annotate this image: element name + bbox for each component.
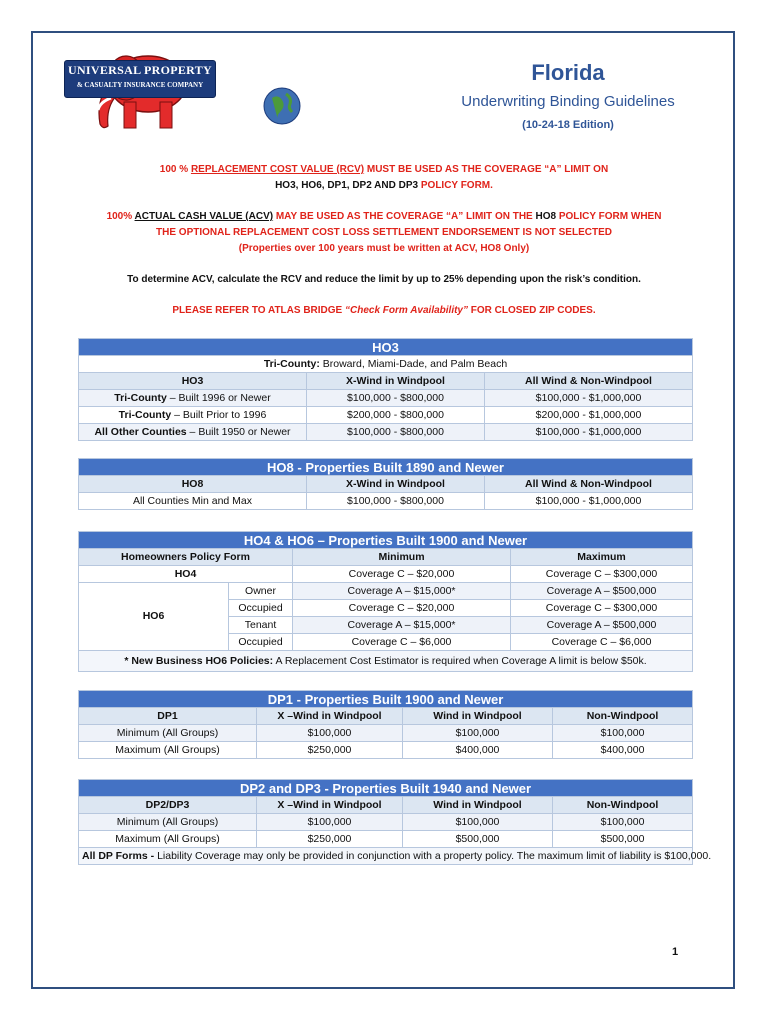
table-row — [79, 493, 693, 510]
table-cell: $100,000 — [257, 814, 403, 831]
dp2-dp3-table — [78, 779, 712, 865]
table-cell: All Counties Min and Max — [79, 493, 307, 510]
table-header: All Wind & Non-Windpool — [485, 373, 693, 390]
rcv-suffix: POLICY FORM. — [418, 180, 493, 191]
table-cell: $400,000 — [553, 742, 693, 759]
table-row — [79, 814, 693, 831]
table-cell: Coverage C – $300,000 — [511, 566, 693, 583]
company-logo — [68, 46, 306, 136]
rcv-prefix: 100 % — [159, 164, 191, 175]
table-header: X –Wind in Windpool — [257, 708, 403, 725]
acv-form: HO8 — [535, 211, 557, 222]
table-cell: $100,000 — [257, 725, 403, 742]
state-title: Florida — [531, 60, 605, 85]
tenant-occupied-line1: Tenant — [229, 617, 293, 634]
table-cell: Coverage C – $20,000 — [293, 566, 511, 583]
table-cell: $100,000 — [553, 725, 693, 742]
table-cell: $500,000 — [403, 831, 553, 848]
table-cell: $400,000 — [403, 742, 553, 759]
rcv-forms: HO3, HO6, DP1, DP2 AND DP3 — [275, 180, 419, 191]
table-header: X-Wind in Windpool — [307, 373, 485, 390]
refer-prefix: PLEASE REFER TO ATLAS BRIDGE — [172, 305, 345, 316]
acv-line3: (Properties over 100 years must be written at ACV, HO8 Only) — [238, 243, 530, 254]
table-header: Maximum — [511, 549, 693, 566]
tri-county-definition — [79, 356, 693, 373]
table-row — [79, 566, 693, 583]
table-header: DP1 — [79, 708, 257, 725]
table-cell: $200,000 - $800,000 — [307, 407, 485, 424]
ho4-label: HO4 — [79, 566, 293, 583]
ho4-ho6-title: HO4 & HO6 – Properties Built 1900 and Newer — [79, 532, 693, 549]
tenant-occupied-line2: Occupied — [229, 634, 293, 651]
table-cell: Minimum (All Groups) — [79, 725, 257, 742]
table-row — [79, 390, 693, 407]
ho3-title: HO3 — [79, 339, 693, 356]
table-row — [79, 725, 693, 742]
logo-banner — [64, 60, 216, 98]
acv-calculation-note: To determine ACV, calculate the RCV and reduce the limit by up to 25% depending upon the risk’s condition. — [127, 274, 641, 285]
page-number: 1 — [672, 946, 679, 958]
table-cell: $100,000 - $800,000 — [307, 493, 485, 510]
table-cell: $100,000 - $1,000,000 — [485, 390, 693, 407]
table-header: Wind in Windpool — [403, 797, 553, 814]
table-cell: $250,000 — [257, 742, 403, 759]
table-header: Non-Windpool — [553, 708, 693, 725]
footnote-label: All DP Forms - — [82, 849, 155, 862]
rcv-middle: MUST BE USED AS THE COVERAGE “A” LIMIT ON — [364, 164, 609, 175]
table-cell: $100,000 - $1,000,000 — [485, 424, 693, 441]
refer-suffix: FOR CLOSED ZIP CODES. — [468, 305, 596, 316]
row-label-bold: Tri-County — [118, 408, 172, 421]
acv-term: ACTUAL CASH VALUE (ACV) — [134, 211, 274, 222]
document-header — [448, 60, 688, 131]
edition-label: (10-24-18 Edition) — [522, 119, 614, 131]
table-cell: Coverage C – $300,000 — [511, 600, 693, 617]
acv-line2: THE OPTIONAL REPLACEMENT COST LOSS SETTLEMENT ENDORSEMENT IS NOT SELECTED — [156, 227, 612, 238]
table-cell: Coverage A – $15,000* — [293, 617, 511, 634]
refer-link-text: “Check Form Availability” — [345, 305, 468, 316]
ho6-label: HO6 — [79, 583, 229, 651]
ho6-footnote — [79, 651, 693, 672]
table-cell: $100,000 - $800,000 — [307, 424, 485, 441]
table-cell: $500,000 — [553, 831, 693, 848]
table-cell: $100,000 - $1,000,000 — [485, 493, 693, 510]
logo-company-name: UNIVERSAL PROPERTY — [68, 63, 212, 77]
table-cell: Coverage C – $6,000 — [293, 634, 511, 651]
table-row — [79, 424, 693, 441]
table-cell: $100,000 - $800,000 — [307, 390, 485, 407]
row-label-rest: – Built 1950 or Newer — [186, 425, 291, 438]
dp1-title: DP1 - Properties Built 1900 and Newer — [79, 691, 693, 708]
table-cell: Maximum (All Groups) — [79, 742, 257, 759]
ho8-title: HO8 - Properties Built 1890 and Newer — [79, 459, 693, 476]
rcv-term: REPLACEMENT COST VALUE (RCV) — [190, 164, 365, 175]
table-header: HO8 — [79, 476, 307, 493]
table-cell: $100,000 — [403, 814, 553, 831]
table-header: X-Wind in Windpool — [307, 476, 485, 493]
table-cell: Minimum (All Groups) — [79, 814, 257, 831]
dp1-table — [78, 690, 693, 759]
logo-company-subname: & CASUALTY INSURANCE COMPANY — [76, 81, 204, 89]
acv-notice — [60, 209, 708, 257]
row-label-rest: – Built Prior to 1996 — [171, 408, 267, 421]
ho8-table — [78, 458, 693, 510]
footnote-label: * New Business HO6 Policies: — [124, 654, 274, 667]
table-header: Non-Windpool — [553, 797, 693, 814]
table-cell: Coverage A – $15,000* — [293, 583, 511, 600]
table-cell: $100,000 — [403, 725, 553, 742]
document-subtitle: Underwriting Binding Guidelines — [461, 93, 675, 110]
table-header: HO3 — [79, 373, 307, 390]
table-row — [79, 831, 693, 848]
footnote-text: Liability Coverage may only be provided in conjunction with a property policy. The maximum limit of liability is $100,000. — [154, 849, 712, 862]
globe-icon — [262, 86, 302, 126]
acv-prefix: 100% — [106, 211, 135, 222]
footnote-text: A Replacement Cost Estimator is required when Coverage A limit is below $50k. — [273, 654, 647, 667]
rcv-notice — [60, 162, 708, 194]
table-cell: Coverage A – $500,000 — [511, 617, 693, 634]
table-cell: Coverage A – $500,000 — [511, 583, 693, 600]
owner-occupied-line2: Occupied — [229, 600, 293, 617]
acv-middle: MAY BE USED AS THE COVERAGE “A” LIMIT ON THE — [273, 211, 536, 222]
table-cell: $250,000 — [257, 831, 403, 848]
ho3-table — [78, 338, 693, 441]
table-header: DP2/DP3 — [79, 797, 257, 814]
table-row — [79, 583, 693, 600]
table-cell: $200,000 - $1,000,000 — [485, 407, 693, 424]
table-header: Wind in Windpool — [403, 708, 553, 725]
table-cell: Maximum (All Groups) — [79, 831, 257, 848]
dp2-dp3-title: DP2 and DP3 - Properties Built 1940 and Newer — [79, 780, 693, 797]
table-row — [79, 407, 693, 424]
row-label-bold: All Other Counties — [94, 425, 187, 438]
row-label-bold: Tri-County — [114, 391, 167, 404]
table-cell: Coverage C – $6,000 — [511, 634, 693, 651]
table-cell: Coverage C – $20,000 — [293, 600, 511, 617]
table-header: All Wind & Non-Windpool — [485, 476, 693, 493]
dp-liability-footnote — [79, 848, 712, 865]
row-label-rest: – Built 1996 or Newer — [166, 391, 271, 404]
table-row — [79, 742, 693, 759]
atlas-bridge-note — [60, 303, 708, 319]
tri-county-value: Broward, Miami-Dade, and Palm Beach — [319, 357, 508, 370]
owner-occupied-line1: Owner — [229, 583, 293, 600]
table-cell: $100,000 — [553, 814, 693, 831]
tri-county-label: Tri-County: — [263, 357, 320, 370]
table-header: Homeowners Policy Form — [79, 549, 293, 566]
ho4-ho6-table — [78, 531, 693, 672]
table-header: Minimum — [293, 549, 511, 566]
acv-suffix: POLICY FORM WHEN — [556, 211, 662, 222]
table-header: X –Wind in Windpool — [257, 797, 403, 814]
